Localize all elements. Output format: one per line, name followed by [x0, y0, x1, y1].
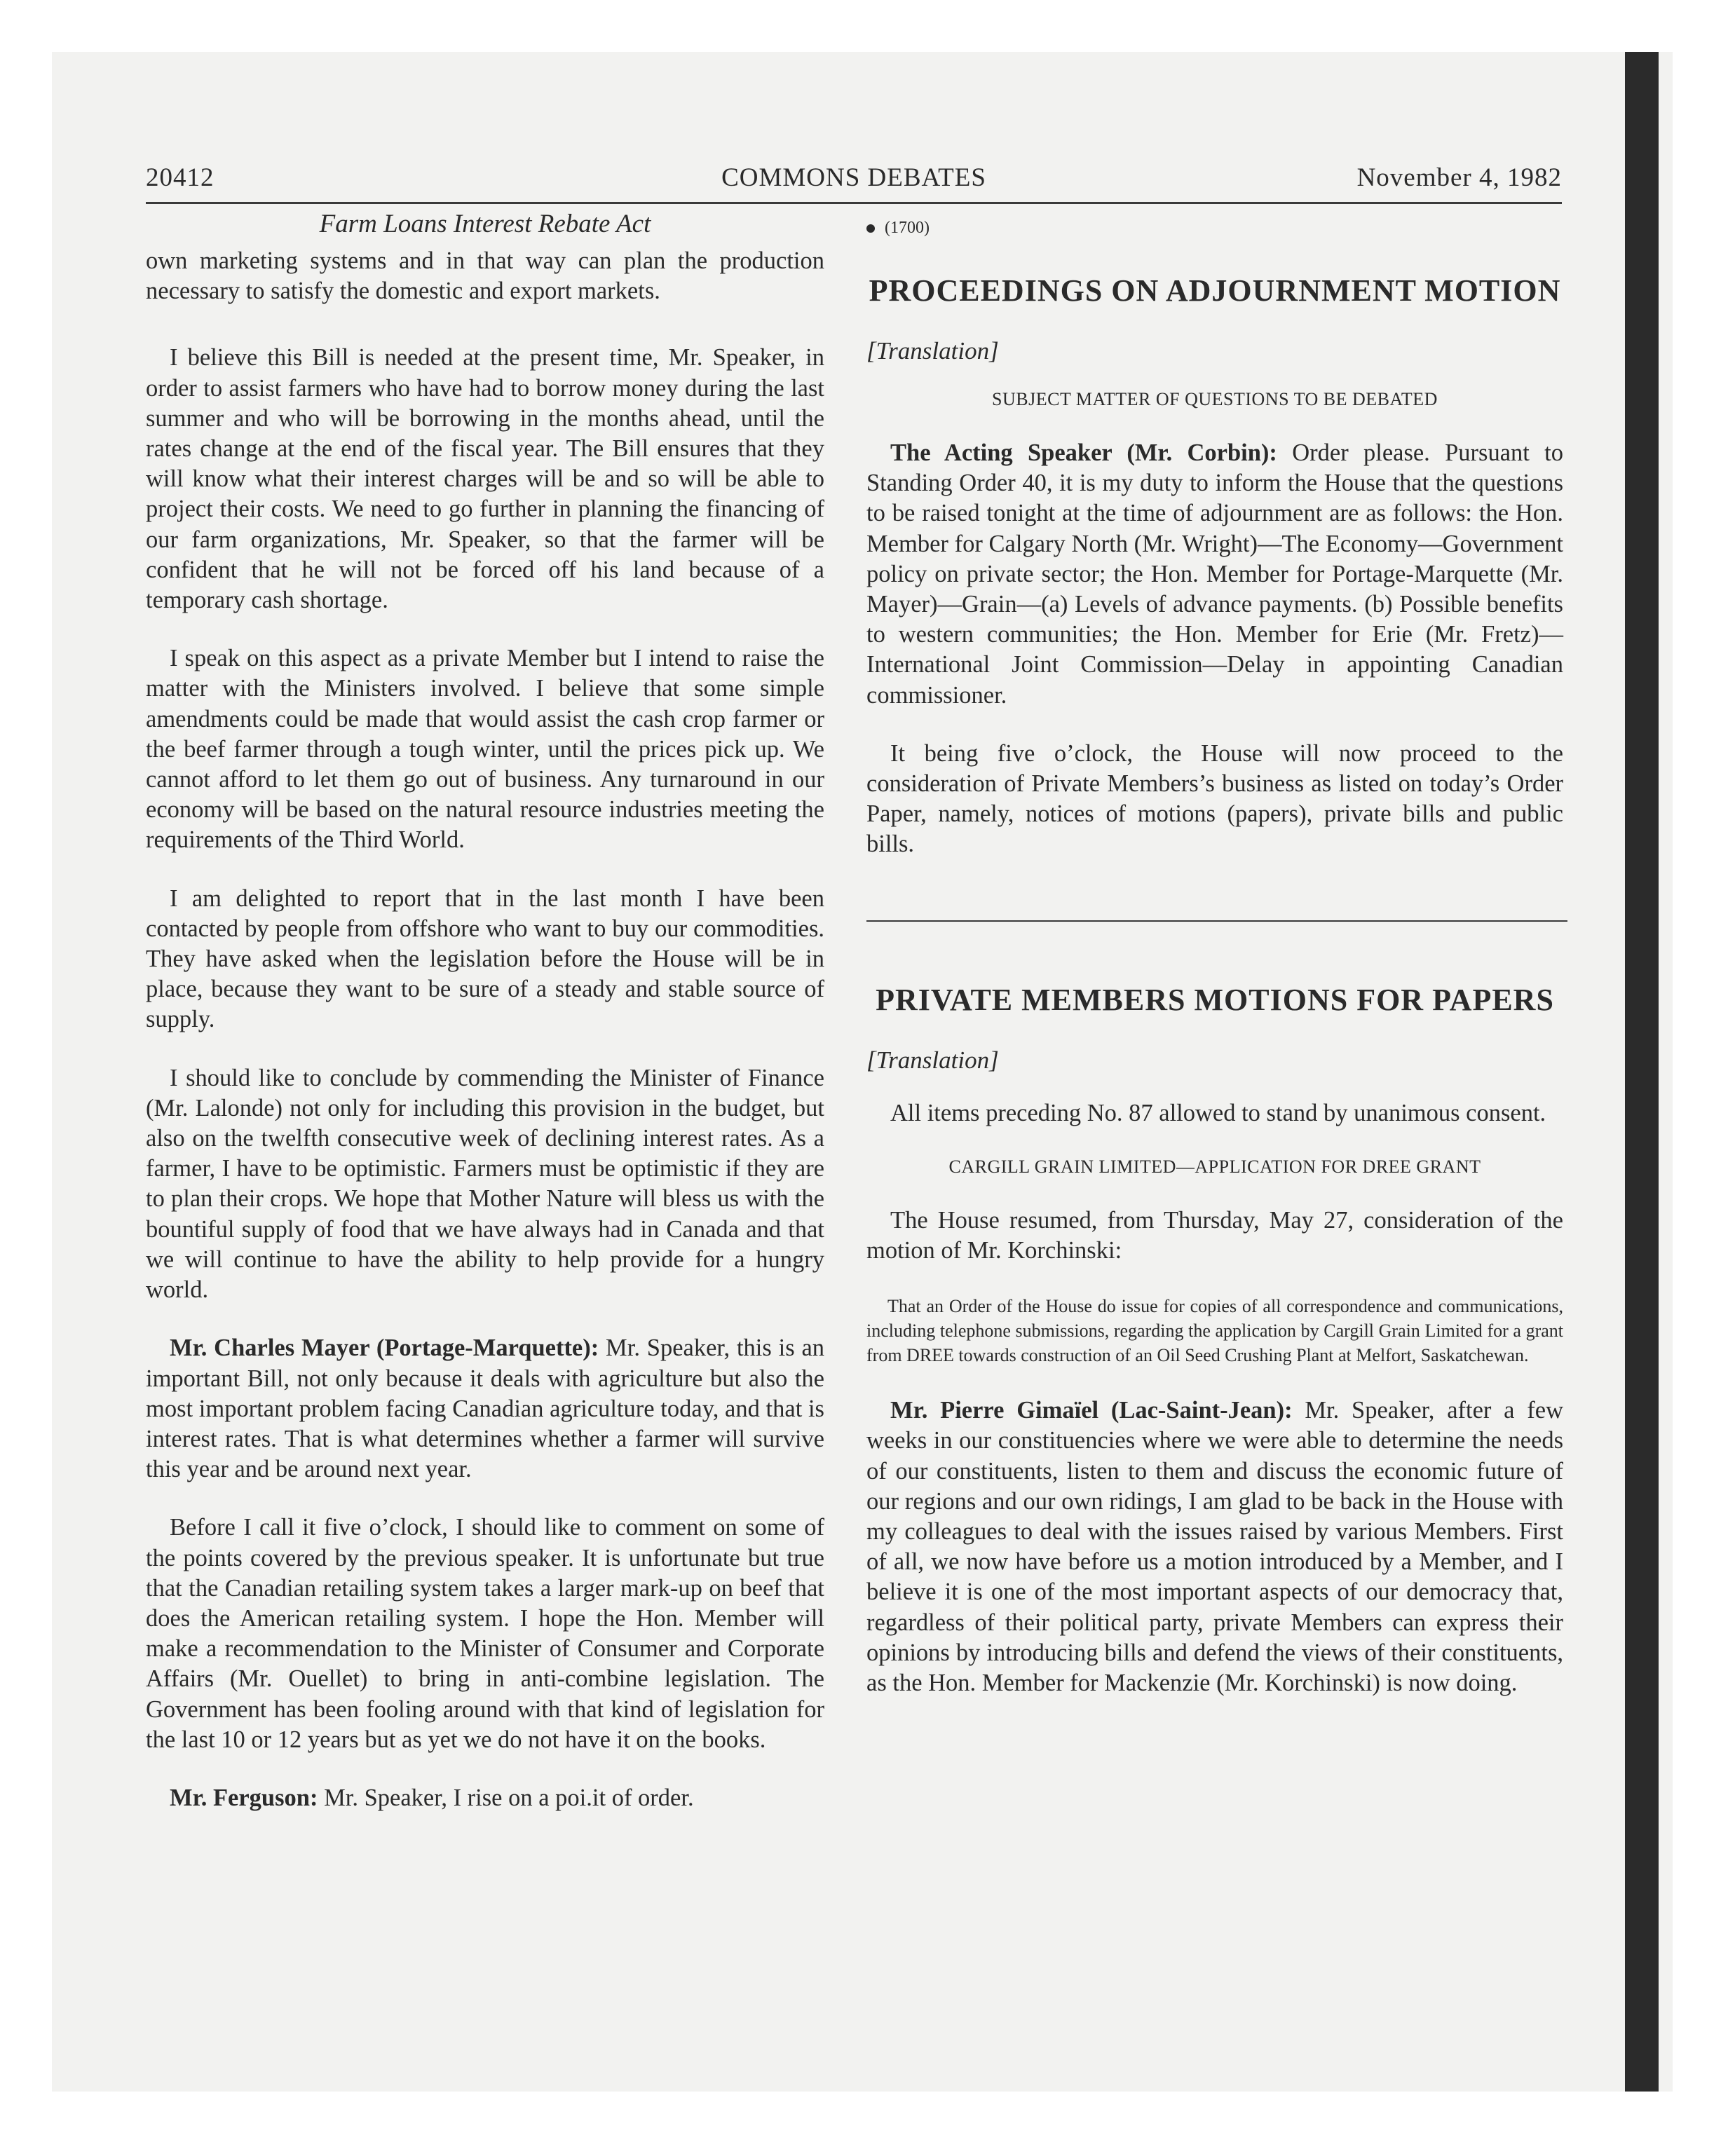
- speech-paragraph: [146, 1783, 824, 1813]
- bullet-icon: [866, 224, 875, 233]
- paragraph: I am delighted to report that in the last month I have been contacted by people from offshore who want to buy our commodities. They have asked when the legislation before the House will be in place, because they want to be sure of a steady and stable source of supply.: [146, 885, 824, 1033]
- speaker-name: Mr. Charles Mayer (Portage-Marquette):: [170, 1335, 599, 1362]
- paragraph: I speak on this aspect as a private Member but I intend to raise the matter with the Ministers involved. I believe that some simple amendments could be made that would assist the cash crop farmer or the beef farmer through a tough winter, until the prices pick up. We cannot afford to let them go out of business. Any turnaround in our economy will be based on the natural resource industries meeting the requirements of the Third World.: [146, 645, 824, 854]
- paragraph: The House resumed, from Thursday, May 27, consideration of the motion of Mr. Korchinski:: [866, 1206, 1563, 1264]
- subheading: SUBJECT MATTER OF QUESTIONS TO BE DEBATED: [992, 389, 1438, 409]
- speech-paragraph: [866, 438, 1563, 711]
- speaker-name: The Acting Speaker (Mr. Corbin):: [890, 439, 1277, 466]
- section-divider: [866, 920, 1567, 922]
- paragraph: I believe this Bill is needed at the present time, Mr. Speaker, in order to assist farmers who have had to borrow money during the last summer and who will be borrowing in the months ahead, until the rates change at the end of the fiscal year. The Bill ensures that they will know what their interest charges will be and so will be able to project their costs. We need to go further in planning the financing of our farm organizations, Mr. Speaker, so that the farmer will be confident that he will not be forced off his land because of a temporary cash shortage.: [146, 344, 824, 614]
- timestamp-label: (1700): [885, 219, 930, 237]
- speaker-name: Mr. Pierre Gimaïel (Lac-Saint-Jean):: [890, 1397, 1293, 1424]
- speech-paragraph: [866, 1396, 1563, 1698]
- paragraph: Before I call it five o’clock, I should like to comment on some of the points covered by the previous speaker. It is unfortunate but true that the Canadian retailing system takes a larger mark-up on beef that does the American retailing system. I hope the Hon. Member will make a recommendation to the Minister of Consumer and Corporate Affairs (Mr. Ouellet) to bring in anti-combine legislation. The Government has been fooling around with that kind of legislation for the last 10 or 12 years but as yet we do not have it on the books.: [146, 1514, 824, 1753]
- timestamp: [866, 219, 1563, 238]
- section-heading: PRIVATE MEMBERS MOTIONS FOR PAPERS: [876, 982, 1554, 1017]
- paragraph: All items preceding No. 87 allowed to stand by unanimous consent.: [890, 1099, 1546, 1126]
- speech-text: Mr. Speaker, this is an important Bill, not only because it deals with agriculture but also the most important problem facing Canadian agriculture today, and that is interest rates. That is what determines whether a farmer will survive this year and be around next year.: [146, 1335, 825, 1483]
- speech-text: Mr. Speaker, after a few weeks in our constituencies where we were able to determine the needs of our constituents, listen to them and discuss the economic future of our regions and our own ridings, I am glad to be back in the House with my colleagues to deal with the issues raised by various Members. First of all, we now have before us a motion introduced by a Member, and I believe it is one of the most important aspects of our democracy that, regardless of their political party, private Members can express their opinions by introducing bills and defend the views of their constituents, as the Hon. Member for Mackenzie (Mr. Korchinski) is now doing.: [866, 1397, 1563, 1697]
- translation-note: [Translation]: [866, 337, 999, 364]
- paragraph: own marketing systems and in that way can plan the production necessary to satisfy the domestic and export markets.: [146, 247, 824, 305]
- speaker-name: Mr. Ferguson:: [170, 1784, 318, 1811]
- binding-edge: [1625, 52, 1659, 2092]
- translation-note: [Translation]: [866, 1046, 999, 1074]
- subheading: CARGILL GRAIN LIMITED—APPLICATION FOR DREE GRANT: [948, 1156, 1481, 1177]
- publication-title: COMMONS DEBATES: [721, 163, 986, 192]
- page-header: [146, 160, 1562, 204]
- motion-quote: That an Order of the House do issue for copies of all correspondence and communications, including telephone submissions, regarding the application by Cargill Grain Limited for a grant from DREE towards construction of an Oil Seed Crushing Plant at Melfort, Saskatchewan.: [866, 1296, 1563, 1366]
- running-head: Farm Loans Interest Rebate Act: [319, 210, 651, 238]
- right-column: [866, 209, 1563, 1726]
- paragraph: It being five o’clock, the House will now proceed to the consideration of Private Members’s business as listed on today’s Order Paper, namely, notices of motions (papers), private bills and public bills.: [866, 739, 1563, 858]
- left-column: [146, 209, 824, 1841]
- page-date: November 4, 1982: [1356, 163, 1562, 192]
- section-heading: PROCEEDINGS ON ADJOURNMENT MOTION: [869, 273, 1561, 308]
- paragraph: I should like to conclude by commending the Minister of Finance (Mr. Lalonde) not only for including this provision in the budget, but also on the twelfth consecutive week of declining interest rates. As a farmer, I have to be optimistic. Farmers must be optimistic if they are to plan their crops. We hope that Mother Nature will bless us with the bountiful supply of food that we have always had in Canada and that we will continue to have the ability to help provide for a hungry world.: [146, 1064, 824, 1304]
- speech-paragraph: [146, 1333, 824, 1485]
- page-number: 20412: [146, 163, 215, 192]
- speech-text: Order please. Pursuant to Standing Order 40, it is my duty to inform the House that the questions to be raised tonight at the time of adjournment are as follows: the Hon. Member for Calgary North (Mr. Wright)—The Economy—Government policy on private sector; the Hon. Member for Portage-Marquette (Mr. Mayer)—Grain—(a) Levels of advance payments. (b) Possible benefits to western communities; the Hon. Member for Erie (Mr. Fretz)—International Joint Commission—Delay in appointing Canadian commissioner.: [866, 439, 1563, 709]
- speech-text: Mr. Speaker, I rise on a poi.it of order.: [318, 1784, 694, 1811]
